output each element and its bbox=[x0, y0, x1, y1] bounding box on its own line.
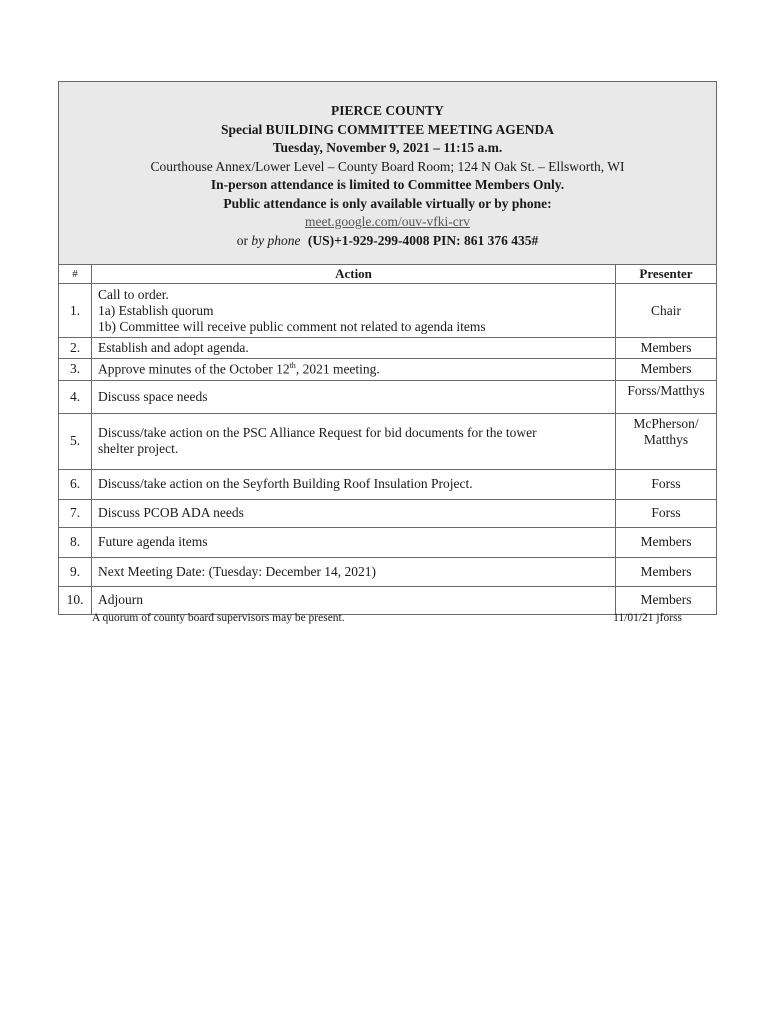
row-presenter: Members bbox=[616, 586, 717, 614]
phone-number: (US)+1-929-299-4008 PIN: 861 376 435# bbox=[307, 232, 539, 248]
row-presenter: Members bbox=[616, 527, 717, 557]
column-header-action: Action bbox=[92, 265, 616, 284]
table-row bbox=[59, 586, 716, 614]
table-row bbox=[59, 284, 716, 338]
action-line: Call to order. bbox=[98, 286, 169, 302]
quorum-note: A quorum of county board supervisors may be present. bbox=[92, 612, 345, 624]
row-presenter: Forss bbox=[616, 499, 717, 527]
row-action: Next Meeting Date: (Tuesday: December 14, 2021) bbox=[92, 557, 616, 586]
action-line: shelter project. bbox=[98, 441, 179, 456]
action-line: 1b) Committee will receive public comment not related to agenda items bbox=[98, 318, 486, 334]
action-text-pre: Approve minutes of the October 12 bbox=[98, 361, 290, 377]
row-num: 8. bbox=[59, 527, 92, 557]
row-action bbox=[92, 413, 616, 469]
county-name: PIERCE COUNTY bbox=[331, 103, 444, 118]
meeting-title: Special BUILDING COMMITTEE MEETING AGENDA bbox=[220, 121, 555, 137]
table-row bbox=[59, 338, 716, 359]
action-text-sup: th bbox=[289, 361, 296, 370]
phone-prefix: or bbox=[236, 232, 248, 248]
meeting-location: Courthouse Annex/Lower Level – County Board Room; 124 N Oak St. – Ellsworth, WI bbox=[150, 158, 625, 174]
row-num: 7. bbox=[59, 499, 92, 527]
row-action: Discuss/take action on the Seyforth Building Roof Insulation Project. bbox=[92, 469, 616, 499]
action-text-post: , 2021 meeting. bbox=[295, 361, 380, 377]
agenda-table bbox=[59, 265, 716, 614]
row-presenter: Members bbox=[616, 359, 717, 381]
meet-link[interactable]: meet.google.com/ouv-vfki-crv bbox=[305, 214, 470, 229]
table-header-row bbox=[59, 265, 716, 284]
table-row bbox=[59, 380, 716, 413]
row-num: 3. bbox=[59, 359, 92, 381]
table-row bbox=[59, 527, 716, 557]
row-presenter: Members bbox=[616, 557, 717, 586]
table-row bbox=[59, 557, 716, 586]
row-num: 9. bbox=[59, 557, 92, 586]
row-action bbox=[92, 284, 616, 338]
row-action: Discuss PCOB ADA needs bbox=[92, 499, 616, 527]
row-action: Discuss space needs bbox=[92, 380, 616, 413]
row-presenter bbox=[616, 413, 717, 469]
action-line: Discuss/take action on the PSC Alliance Request for bid documents for the tower bbox=[98, 425, 537, 440]
row-presenter: Forss bbox=[616, 469, 717, 499]
row-presenter: Chair bbox=[616, 284, 717, 338]
phone-line bbox=[67, 232, 708, 251]
row-num: 2. bbox=[59, 338, 92, 359]
table-row bbox=[59, 359, 716, 381]
row-num: 4. bbox=[59, 380, 92, 413]
row-action: Establish and adopt agenda. bbox=[92, 338, 616, 359]
presenter-line: McPherson/ bbox=[633, 415, 699, 431]
presenter-line: Matthys bbox=[643, 431, 689, 447]
document-stamp: 11/01/21 jforss bbox=[613, 612, 682, 624]
row-presenter: Forss/Matthys bbox=[616, 380, 717, 413]
column-header-presenter: Presenter bbox=[616, 265, 717, 284]
table-row bbox=[59, 469, 716, 499]
agenda-footer bbox=[92, 612, 682, 624]
agenda-header bbox=[59, 82, 716, 265]
action-line: 1a) Establish quorum bbox=[98, 302, 214, 318]
column-header-num: # bbox=[59, 265, 92, 284]
row-num: 6. bbox=[59, 469, 92, 499]
row-action: Adjourn bbox=[92, 586, 616, 614]
meeting-datetime: Tuesday, November 9, 2021 – 11:15 a.m. bbox=[272, 140, 503, 155]
agenda-document bbox=[58, 81, 717, 615]
attendance-note: In-person attendance is limited to Committee Members Only. bbox=[210, 177, 565, 192]
public-attendance-note: Public attendance is only available virtually or by phone: bbox=[223, 195, 552, 211]
row-action bbox=[92, 359, 616, 381]
table-row bbox=[59, 499, 716, 527]
row-presenter: Members bbox=[616, 338, 717, 359]
row-num: 5. bbox=[59, 413, 92, 469]
table-row bbox=[59, 413, 716, 469]
row-action: Future agenda items bbox=[92, 527, 616, 557]
row-num: 1. bbox=[59, 284, 92, 338]
row-num: 10. bbox=[59, 586, 92, 614]
phone-label: by phone bbox=[251, 232, 301, 248]
